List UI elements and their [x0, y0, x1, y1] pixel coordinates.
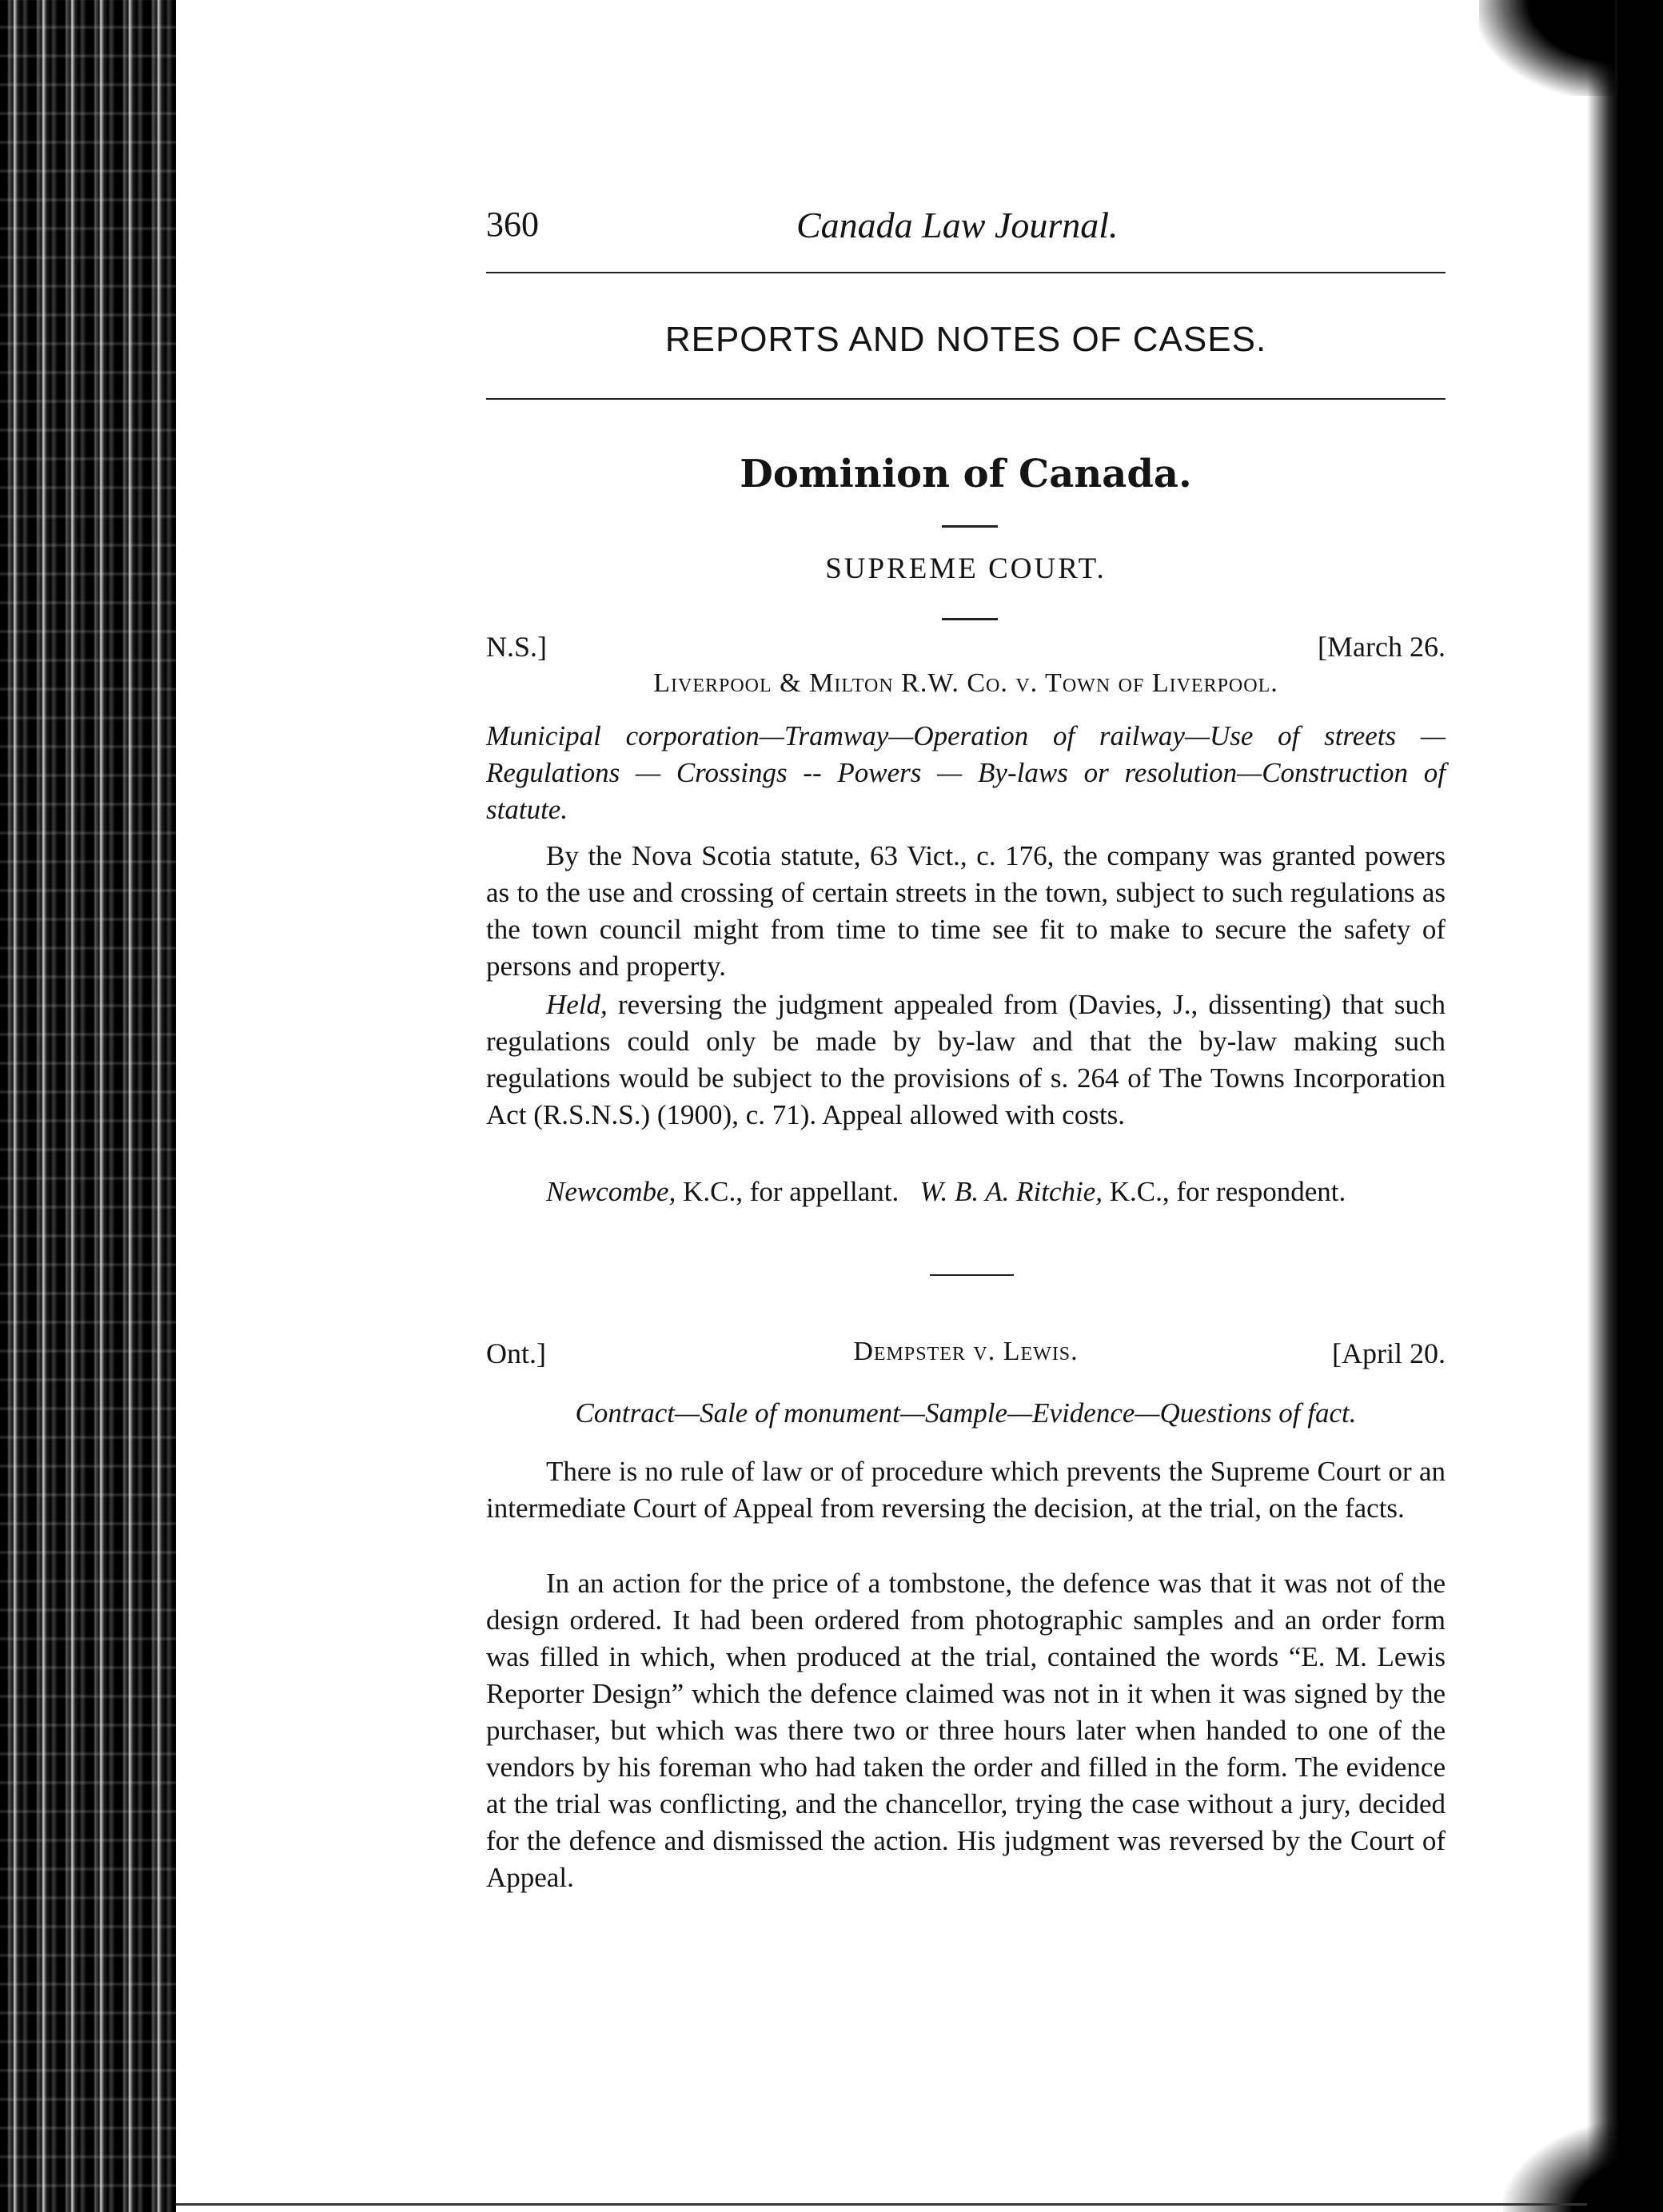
case-paragraph: In an action for the price of a tombstone, the defence was that it was not of the design ordered. It had been ordered from photographic samples and an order form was filled in which, when produced at the trial, contained the words “E. M. Lewis Reporter Design” which the defence claimed was not in it when it was signed by the purchaser, but which was there two or three hours later when handed to one of the vendors by his foreman who had taken the order and filled in the form. The evidence at the trial was conflicting, and the chancellor, trying the case without a jury, decided for the defence and dismissed the action. His judgment was reversed by the Court of Appeal. [486, 1568, 1446, 1893]
respondent-counsel: W. B. A. Ritchie, [919, 1176, 1103, 1207]
case-date: [March 26. [1318, 631, 1446, 663]
held-label: Held, [546, 989, 608, 1020]
section-rule [486, 398, 1446, 400]
scanned-corner-shadow [1479, 0, 1615, 96]
court-heading: SUPREME COURT. [825, 552, 1107, 585]
running-head [486, 204, 1446, 260]
respondent-counsel-text: K.C., for respondent. [1109, 1176, 1346, 1207]
case-catchwords: Contract—Sale of monument—Sample—Evidence—Questions of fact. [575, 1397, 1357, 1429]
appellant-counsel-text: K.C., for appellant. [683, 1176, 899, 1207]
case-paragraph: By the Nova Scotia statute, 63 Vict., c. 176, the company was granted powers as to the use and crossing of certain streets in the town, subject to such regulations as the town council might from time to time see fit to make to secure the safety of persons and property. [486, 840, 1446, 982]
case-caption: Liverpool & Milton R.W. Co. v. Town of Liverpool. [653, 668, 1278, 698]
page-bottom-edge [176, 2203, 1587, 2206]
case-caption: Dempster v. Lewis. [853, 1337, 1079, 1366]
scanned-page-edge [1587, 0, 1663, 2212]
case-counsel [486, 1174, 1446, 1210]
case-province: Ont.] [486, 1337, 546, 1369]
case-holding [486, 986, 1446, 1134]
divider [942, 618, 998, 620]
page-number: 360 [486, 205, 539, 244]
case-date: [April 20. [1332, 1337, 1446, 1369]
case-header [486, 630, 1446, 670]
jurisdiction-heading: Dominion of Canada. [740, 452, 1192, 496]
section-title: REPORTS AND NOTES OF CASES. [664, 320, 1267, 359]
case-province: N.S.] [486, 631, 548, 663]
header-rule [486, 272, 1446, 273]
case-paragraph: There is no rule of law or of procedure which prevents the Supreme Court or an intermediate Court of Appeal from reversing the decision, at the trial, on the facts. [486, 1456, 1446, 1524]
scanned-corner-shadow-bottom [1503, 2116, 1663, 2212]
holding-text: reversing the judgment appealed from (Davies, J., dissenting) that such regulations could only be made by by-law and that the by-law making such regulations would be subject to the provisions of s. 264 of The Towns Incorporation Act (R.S.N.S.) (1900), c. 71). Appeal allowed with costs. [486, 989, 1446, 1130]
divider [942, 525, 998, 528]
journal-title: Canada Law Journal. [796, 205, 1119, 245]
scanned-book-spine [0, 0, 176, 2212]
case-catchwords: Municipal corporation—Tramway—Operation of railway—Use of streets —Regulations — Crossings -- Powers — By-laws or resolution—Construction of statute. [486, 720, 1446, 825]
divider [930, 1274, 1014, 1276]
appellant-counsel: Newcombe, [546, 1176, 676, 1207]
